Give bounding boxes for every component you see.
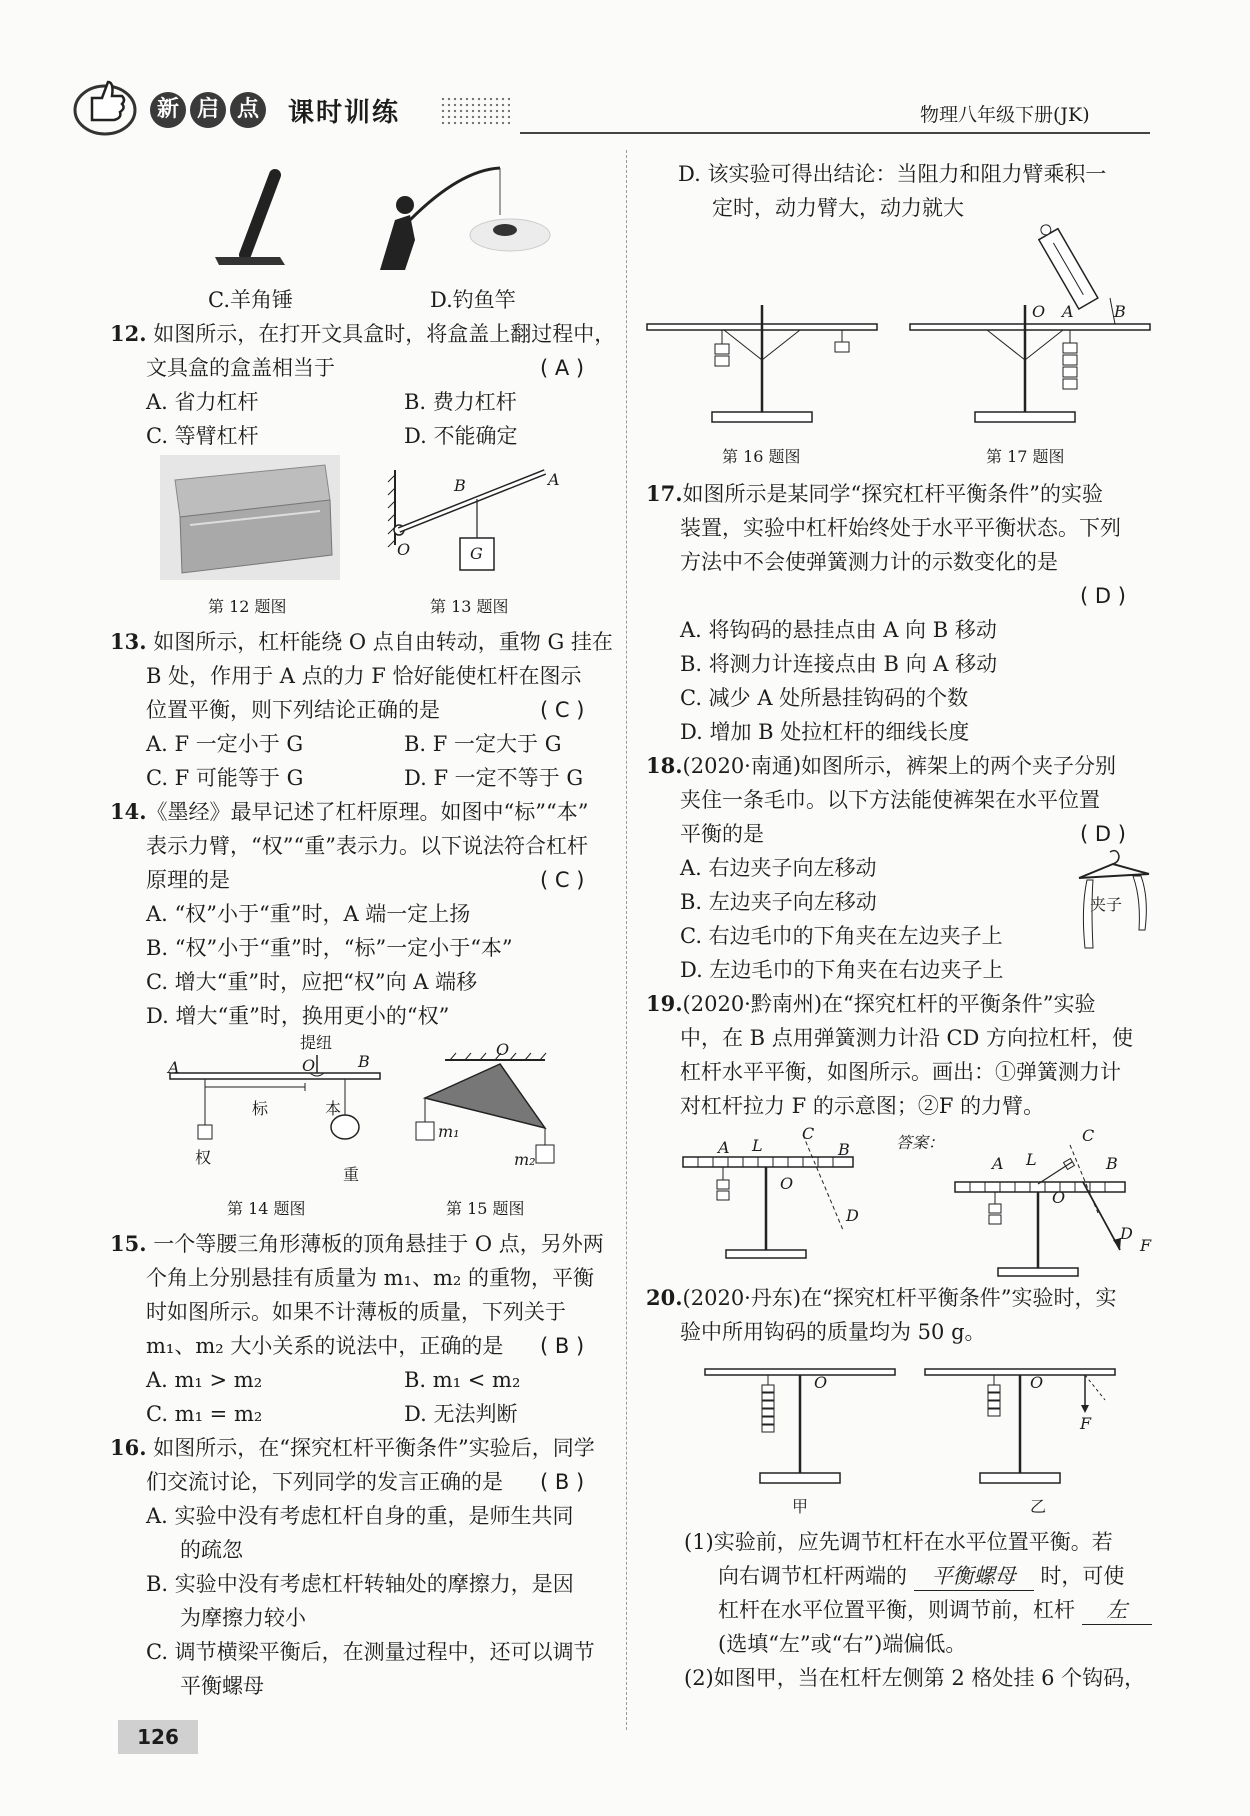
q19-answer-diagram [950,1140,1150,1280]
pencil-case-photo [160,455,340,580]
q13-option-c: C. F 可能等于 G [146,766,304,790]
q19-number: 19. [646,991,683,1016]
q12-option-d: D. 不能确定 [404,424,518,448]
q13-text2: B 处，作用于 A 点的力 F 恰好能使杠杆在图示 [146,664,582,688]
q15-triangle-diagram [410,1050,560,1170]
q16-option-b1: B. 实验中没有考虑杠杆转轴处的摩擦力，是因 [146,1572,574,1596]
fig19-ans-label-o: O [1052,1188,1066,1207]
q12-text2: 文具盒的盒盖相当于 [146,356,335,380]
q15-text2: 个角上分别悬挂有质量为 m₁、m₂ 的重物，平衡 [146,1266,595,1290]
label-quan: 权 [195,1148,212,1167]
q14-number: 14. [110,799,147,824]
q14-text3: 原理的是 [146,868,230,892]
q17-option-c: C. 减少 A 处所悬挂钩码的个数 [680,686,969,710]
q16-option-a2: 的疏忽 [180,1538,243,1562]
caption-fig13: 第 13 题图 [430,597,509,616]
q15-text1: 一个等腰三角形薄板的顶角悬挂于 O 点，另外两 [153,1232,604,1256]
q14-option-a: A. “权”小于“重”时，A 端一定上扬 [146,902,471,926]
q19-text4: 对杠杆拉力 F 的示意图；②F 的力臂。 [680,1094,1045,1118]
q17-text2: 装置，实验中杠杆始终处于水平平衡状态。下列 [680,516,1121,540]
fig14-label-a: A [168,1058,180,1077]
q14-option-d: D. 增大“重”时，换用更小的“权” [146,1004,450,1028]
fig14-label-b: B [358,1052,370,1071]
q13-number: 13. [110,629,147,654]
q14-line1 [110,798,589,826]
q17-lever-spring-scale-diagram [905,225,1155,425]
fig19-ans-label-l: L [1026,1150,1037,1169]
q15-option-b: B. m₁ < m₂ [404,1368,521,1392]
caption-fig17: 第 17 题图 [986,447,1065,466]
q12-number: 12. [110,321,147,346]
option-11c: C.羊角锤 [208,288,293,312]
q12-option-a: A. 省力杠杆 [146,390,259,414]
fig20a-label-o: O [814,1373,828,1392]
q17-answer: ( D ) [1080,584,1126,608]
q18-option-b: B. 左边夹子向左移动 [680,890,877,914]
q20-part1-line3 [718,1596,1152,1625]
q18-number: 18. [646,753,683,778]
q13-label-a: A [548,470,560,489]
q20-part1-text-d: 杠杆在水平位置平衡，则调节前，杠杆 [718,1598,1075,1622]
q13-label-b: B [454,476,466,495]
series-title: 课时训练 [288,98,401,128]
caption-fig14: 第 14 题图 [227,1199,306,1218]
fig15-label-m1: m₁ [438,1122,460,1141]
q20-blank2-answer: 左 [1082,1596,1152,1625]
q15-text3: 时如图所示。如果不计薄板的质量，下列关于 [146,1300,566,1324]
fishing-rod-icon [370,160,550,280]
q16-option-c1: C. 调节横梁平衡后，在测量过程中，还可以调节 [146,1640,595,1664]
q17-number: 17. [646,481,683,506]
q13-option-b: B. F 一定大于 G [404,732,562,756]
q13-answer: ( C ) [540,698,585,722]
page-number: 126 [118,1720,198,1754]
q15-answer: ( B ) [540,1334,585,1358]
fig20b-label-f: F [1080,1414,1092,1433]
label-ben: 本 [325,1099,342,1118]
q16-option-d2: 定时，动力臂大，动力就大 [712,196,964,220]
q20-line1 [646,1284,1117,1312]
q13-lever-diagram [385,470,565,580]
brand-badges [150,92,266,128]
claw-hammer-icon [205,165,315,275]
fig20-label-yi: 乙 [1030,1497,1047,1516]
fig19-label-a: A [718,1138,730,1157]
book-title: 物理八年级下册(JK) [920,104,1090,126]
q12-answer: ( A ) [540,356,585,380]
q20-number: 20. [646,1285,683,1310]
q19-text2: 中，在 B 点用弹簧测力计沿 CD 方向拉杠杆，使 [680,1026,1134,1050]
q19-text3: 杠杆水平平衡，如图所示。画出：①弹簧测力计 [680,1060,1121,1084]
q18-line1 [646,752,1116,780]
option-11d: D.钓鱼竿 [430,288,516,312]
fig19-label-d: D [846,1206,859,1225]
fig19-ans-label-f: F [1140,1236,1152,1255]
q17-option-d: D. 增加 B 处拉杠杆的细线长度 [680,720,970,744]
fig19-ans-label-a: A [992,1154,1004,1173]
q13-option-d: D. F 一定不等于 G [404,766,584,790]
fig19-ans-label-b: B [1106,1154,1118,1173]
q16-lever-stand-diagram [642,300,882,430]
fig19-ans-label-d: D [1120,1224,1133,1243]
q17-text1: 如图所示是某同学“探究杠杆平衡条件”的实验 [682,482,1104,506]
q15-line1 [110,1230,604,1258]
q15-number: 15. [110,1231,147,1256]
fig19-label-b: B [838,1140,850,1159]
column-divider [626,150,627,1730]
q17-line1 [646,480,1103,508]
brand-char-2: 启 [190,92,226,128]
fig17-label-o: O [1032,302,1046,321]
q16-line1 [110,1434,595,1462]
q19-answer-label: 答案： [896,1133,945,1152]
q20-part1-line4: (选填“左”或“右”)端偏低。 [718,1632,967,1656]
header-dot-pattern [440,96,510,126]
q20-part1-line2 [718,1562,1124,1591]
q14-text2: 表示力臂，“权”“重”表示力。以下说法符合杠杆 [146,834,588,858]
q15-text4: m₁、m₂ 大小关系的说法中，正确的是 [146,1334,504,1358]
q12-text1: 如图所示，在打开文具盒时，将盒盖上翻过程中， [153,322,616,346]
q13-label-o: O [397,540,411,559]
q15-option-d: D. 无法判断 [404,1402,518,1426]
q17-option-b: B. 将测力计连接点由 B 向 A 移动 [680,652,998,676]
q13-text1: 如图所示，杠杆能绕 O 点自由转动，重物 G 挂在 [153,630,613,654]
q16-text2: 们交流讨论，下列同学的发言正确的是 [146,1470,503,1494]
fig17-label-a: A [1062,302,1074,321]
fig20-label-jia: 甲 [792,1497,809,1516]
q16-option-d1: D. 该实验可得出结论：当阻力和阻力臂乘积一 [678,162,1107,186]
q19-line1 [646,990,1096,1018]
q20-part1-line1: (1)实验前，应先调节杠杆在水平位置平衡。若 [684,1530,1113,1554]
q15-option-a: A. m₁ > m₂ [146,1368,263,1392]
caption-fig16: 第 16 题图 [722,447,801,466]
q20-blank1-answer: 平衡螺母 [914,1562,1034,1591]
q14-text1: 《墨经》最早记述了杠杆原理。如图中“标”“本” [146,800,589,824]
q14-option-b: B. “权”小于“重”时，“标”一定小于“本” [146,936,513,960]
q13-option-a: A. F 一定小于 G [146,732,304,756]
fig19-label-c: C [802,1124,815,1143]
fig20b-label-o: O [1030,1373,1044,1392]
q18-option-a: A. 右边夹子向左移动 [680,856,877,880]
q14-option-c: C. 增大“重”时，应把“权”向 A 端移 [146,970,478,994]
label-clip: 夹子 [1090,895,1123,914]
fig15-label-o: O [496,1040,510,1059]
q12-line1 [110,320,615,348]
q12-option-c: C. 等臂杠杆 [146,424,259,448]
q20-part1-text-c: 时，可使 [1040,1564,1125,1588]
q20-jia-diagram [700,1355,900,1495]
q20-text1: (2020·丹东)在“探究杠杆平衡条件”实验时，实 [682,1286,1117,1310]
fig19-label-o: O [780,1174,794,1193]
label-zhong: 重 [343,1165,360,1184]
q18-answer: ( D ) [1080,822,1126,846]
brand-char-3: 点 [230,92,266,128]
q20-part2-line1: (2)如图甲，当在杠杆左侧第 2 格处挂 6 个钩码， [684,1666,1146,1690]
q16-text1: 如图所示，在“探究杠杆平衡条件”实验后，同学 [153,1436,595,1460]
q20-part1-text-b: 向右调节杠杆两端的 [718,1564,907,1588]
q18-text1: (2020·南通)如图所示，裤架上的两个夹子分别 [682,754,1117,778]
q15-option-c: C. m₁ = m₂ [146,1402,263,1426]
fig19-label-l: L [752,1136,763,1155]
q13-line1 [110,628,613,656]
q16-option-b2: 为摩擦力较小 [180,1606,306,1630]
fig19-ans-label-c: C [1082,1126,1095,1145]
q18-text2: 夹住一条毛巾。以下方法能使裤架在水平位置 [680,788,1100,812]
caption-fig15: 第 15 题图 [446,1199,525,1218]
thumbs-up-logo-icon [70,70,140,140]
q13-label-g: G [470,544,483,563]
q13-text3: 位置平衡，则下列结论正确的是 [146,698,440,722]
q17-option-a: A. 将钩码的悬挂点由 A 向 B 移动 [680,618,997,642]
brand-char-1: 新 [150,92,186,128]
q16-number: 16. [110,1435,147,1460]
label-biao: 标 [252,1099,269,1118]
q14-answer: ( C ) [540,868,585,892]
fig17-label-b: B [1114,302,1126,321]
q18-text3: 平衡的是 [680,822,764,846]
q20-text2: 验中所用钩码的质量均为 50 g。 [680,1320,986,1344]
label-tiniu: 提纽 [300,1033,333,1052]
q16-answer: ( B ) [540,1470,585,1494]
q18-option-d: D. 左边毛巾的下角夹在右边夹子上 [680,958,1004,982]
q12-option-b: B. 费力杠杆 [404,390,517,414]
q19-text1: (2020·黔南州)在“探究杠杆的平衡条件”实验 [682,992,1096,1016]
q17-text3: 方法中不会使弹簧测力计的示数变化的是 [680,550,1058,574]
header-rule [520,132,1150,134]
q16-option-a1: A. 实验中没有考虑杠杆自身的重，是师生共同 [146,1504,574,1528]
fig15-label-m2: m₂ [514,1150,536,1169]
fig14-label-o: O [302,1056,316,1075]
q18-option-c: C. 右边毛巾的下角夹在左边夹子上 [680,924,1003,948]
caption-fig12: 第 12 题图 [208,597,287,616]
q16-option-c2: 平衡螺母 [180,1674,264,1698]
